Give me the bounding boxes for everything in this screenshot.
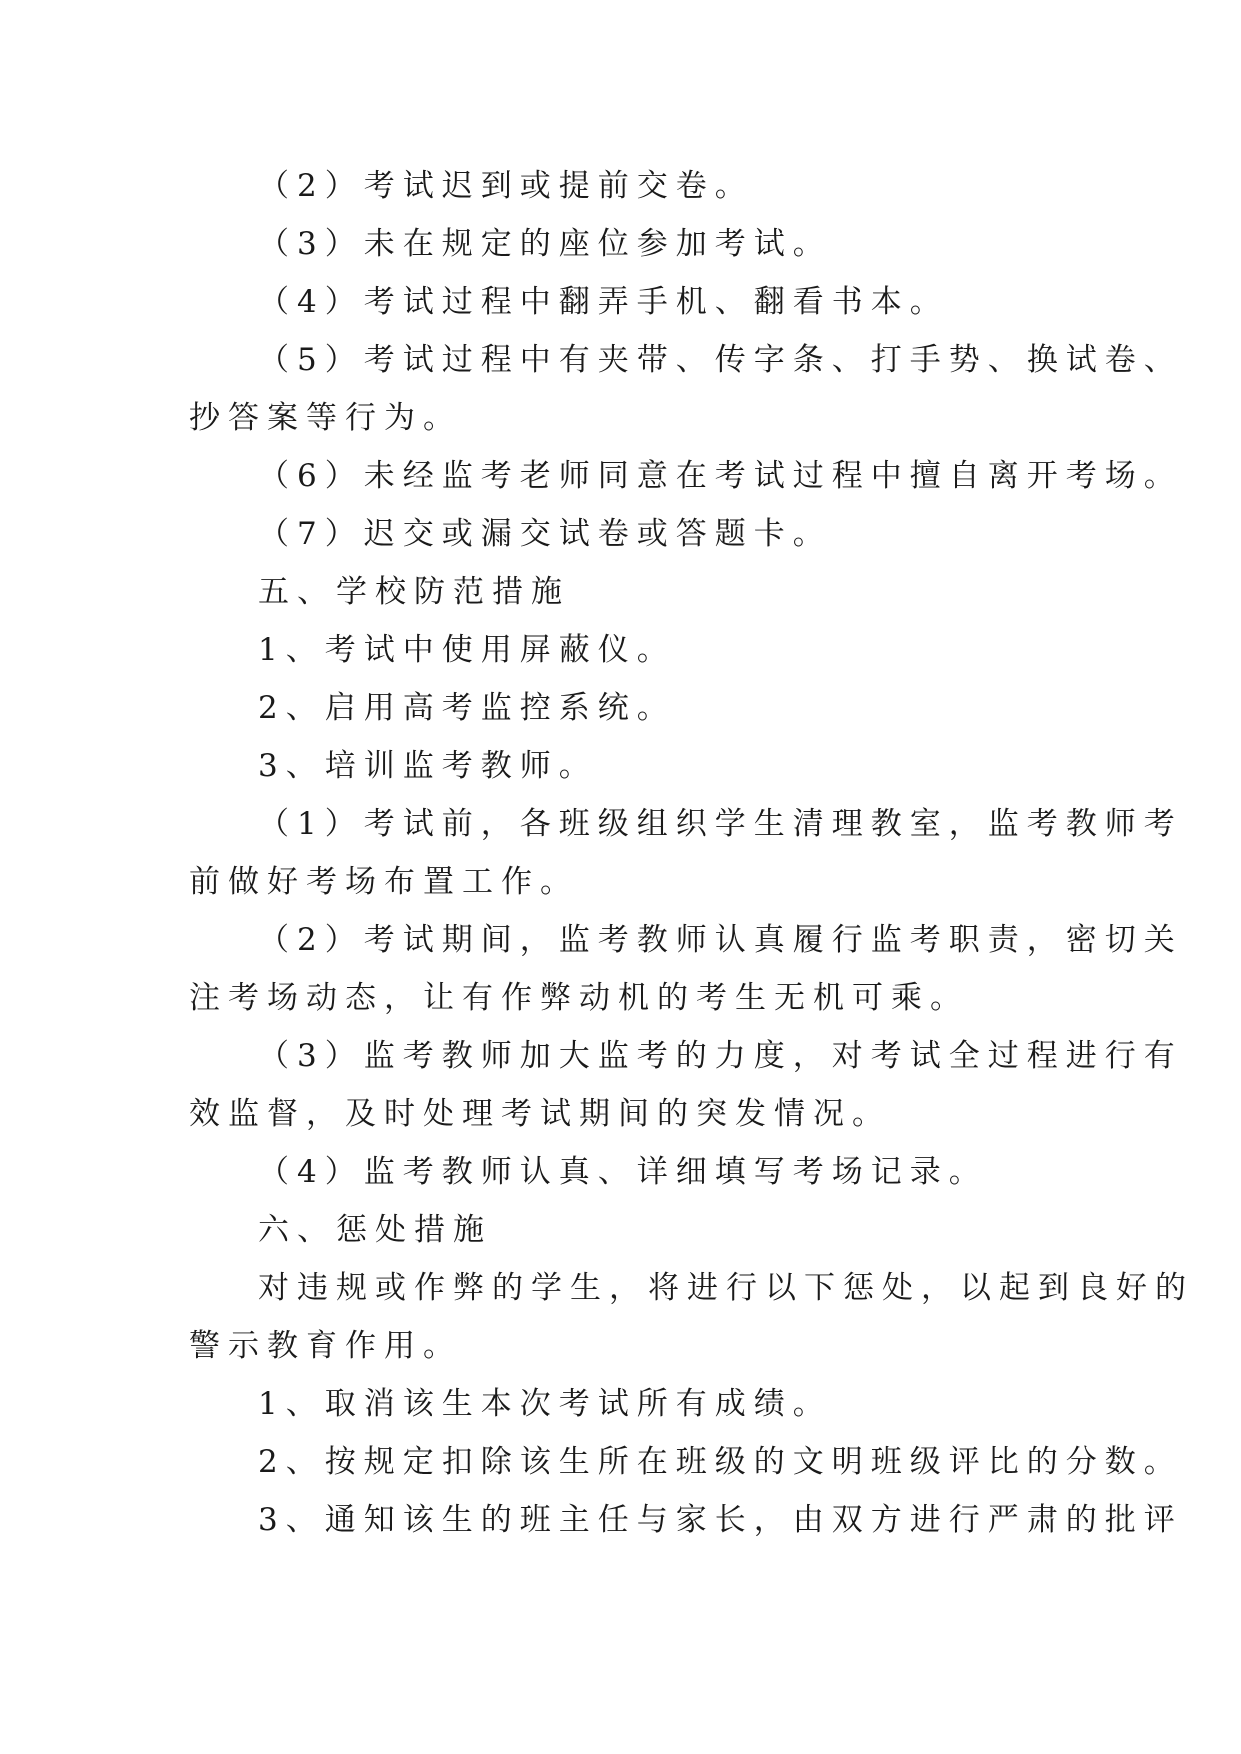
- list-item-deduct-points: 2、按规定扣除该生所在班级的文明班级评比的分数。: [258, 1444, 1183, 1480]
- paragraph-penalty-intro: 对违规或作弊的学生，将进行以下惩处，以起到良好的: [258, 1270, 1194, 1306]
- section-heading-prevention: 五、学校防范措施: [258, 574, 570, 610]
- list-item-wrong-seat: （3）未在规定的座位参加考试。: [258, 226, 832, 262]
- list-item-late-or-early-submission: （2）考试迟到或提前交卷。: [258, 168, 754, 204]
- paragraph-continuation: 前做好考场布置工作。: [189, 864, 579, 900]
- paragraph-continuation: 警示教育作用。: [189, 1328, 462, 1364]
- list-item-supervision: （3）监考教师加大监考的力度，对考试全过程进行有: [258, 1038, 1183, 1074]
- list-item-before-exam: （1）考试前，各班级组织学生清理教室，监考教师考: [258, 806, 1183, 842]
- list-item-records: （4）监考教师认真、详细填写考场记录。: [258, 1154, 988, 1190]
- list-item-during-exam: （2）考试期间，监考教师认真履行监考职责，密切关: [258, 922, 1183, 958]
- list-item-cancel-scores: 1、取消该生本次考试所有成绩。: [258, 1386, 832, 1422]
- list-item-cheating-behaviors: （5）考试过程中有夹带、传字条、打手势、换试卷、: [258, 342, 1183, 378]
- paragraph-continuation: 注考场动态，让有作弊动机的考生无机可乘。: [189, 980, 969, 1016]
- paragraph-continuation: 抄答案等行为。: [189, 400, 462, 436]
- list-item-train-proctors: 3、培训监考教师。: [258, 748, 598, 784]
- list-item-jammer: 1、考试中使用屏蔽仪。: [258, 632, 676, 668]
- paragraph-continuation: 效监督，及时处理考试期间的突发情况。: [189, 1096, 891, 1132]
- list-item-notify-parents: 3、通知该生的班主任与家长，由双方进行严肃的批评: [258, 1502, 1183, 1538]
- list-item-phone-books: （4）考试过程中翻弄手机、翻看书本。: [258, 284, 949, 320]
- section-heading-penalties: 六、惩处措施: [258, 1212, 492, 1248]
- list-item-leaving-room: （6）未经监考老师同意在考试过程中擅自离开考场。: [258, 458, 1183, 494]
- list-item-late-submission: （7）迟交或漏交试卷或答题卡。: [258, 516, 832, 552]
- list-item-monitoring-system: 2、启用高考监控系统。: [258, 690, 676, 726]
